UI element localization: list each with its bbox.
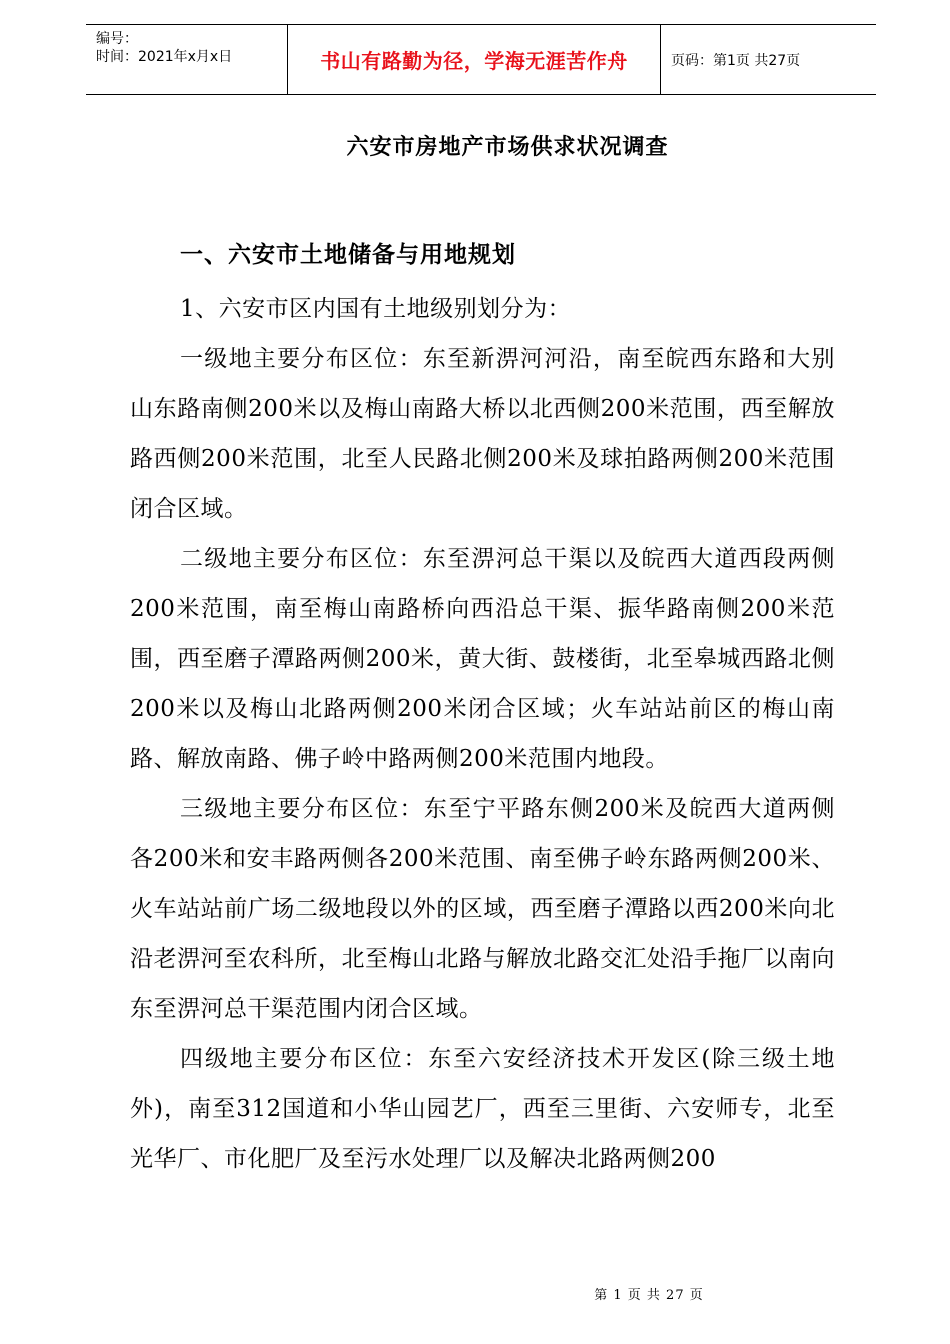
section-heading: 一、六安市土地储备与用地规划	[180, 242, 516, 268]
header-motto: 书山有路勤为径，学海无涯苦作舟	[320, 49, 628, 73]
paragraph: 二级地主要分布区位：东至淠河总干渠以及皖西大道西段两侧200米范围，南至梅山南路桥向西沿总干渠、振华路南侧200米范围，西至磨子潭路两侧200米，黄大街、鼓楼街，北至皋城西路北侧200米以及梅山北路两侧200米闭合区域；火车站站前区的梅山南路、解放南路、佛子岭中路两侧200米范围内地段。	[130, 546, 835, 772]
paragraph: 三级地主要分布区位：东至宁平路东侧200米及皖西大道两侧各200米和安丰路两侧各200米范围、南至佛子岭东路两侧200米、火车站站前广场二级地段以外的区域，西至磨子潭路以西200米向北沿老淠河至农科所，北至梅山北路与解放北路交汇处沿手拖厂以南向东至淠河总干渠范围内闭合区域。	[130, 796, 835, 1022]
paragraph: 1、六安市区内国有土地级别划分为：	[180, 296, 572, 322]
document-title: 六安市房地产市场供求状况调查	[346, 135, 669, 160]
paragraph: 一级地主要分布区位：东至新淠河河沿，南至皖西东路和大别山东路南侧200米以及梅山南路大桥以北西侧200米范围，西至解放路西侧200米范围，北至人民路北侧200米及球拍路两侧200米范围闭合区域。	[130, 346, 835, 522]
paragraph: 四级地主要分布区位：东至六安经济技术开发区(除三级土地外)，南至312国道和小华山园艺厂，西至三里街、六安师专，北至光华厂、市化肥厂及至污水处理厂以及解决北路两侧200	[130, 1046, 835, 1172]
number-label: 编号：	[96, 31, 138, 47]
header-page-info: 页码：第1页 共27页	[671, 52, 801, 69]
page-header	[86, 24, 876, 95]
header-meta	[86, 25, 287, 94]
document-body	[130, 240, 835, 1184]
time-label: 时间：2021年x月x日	[96, 49, 233, 65]
page-footer: 第 1 页 共 27 页	[594, 1288, 704, 1303]
